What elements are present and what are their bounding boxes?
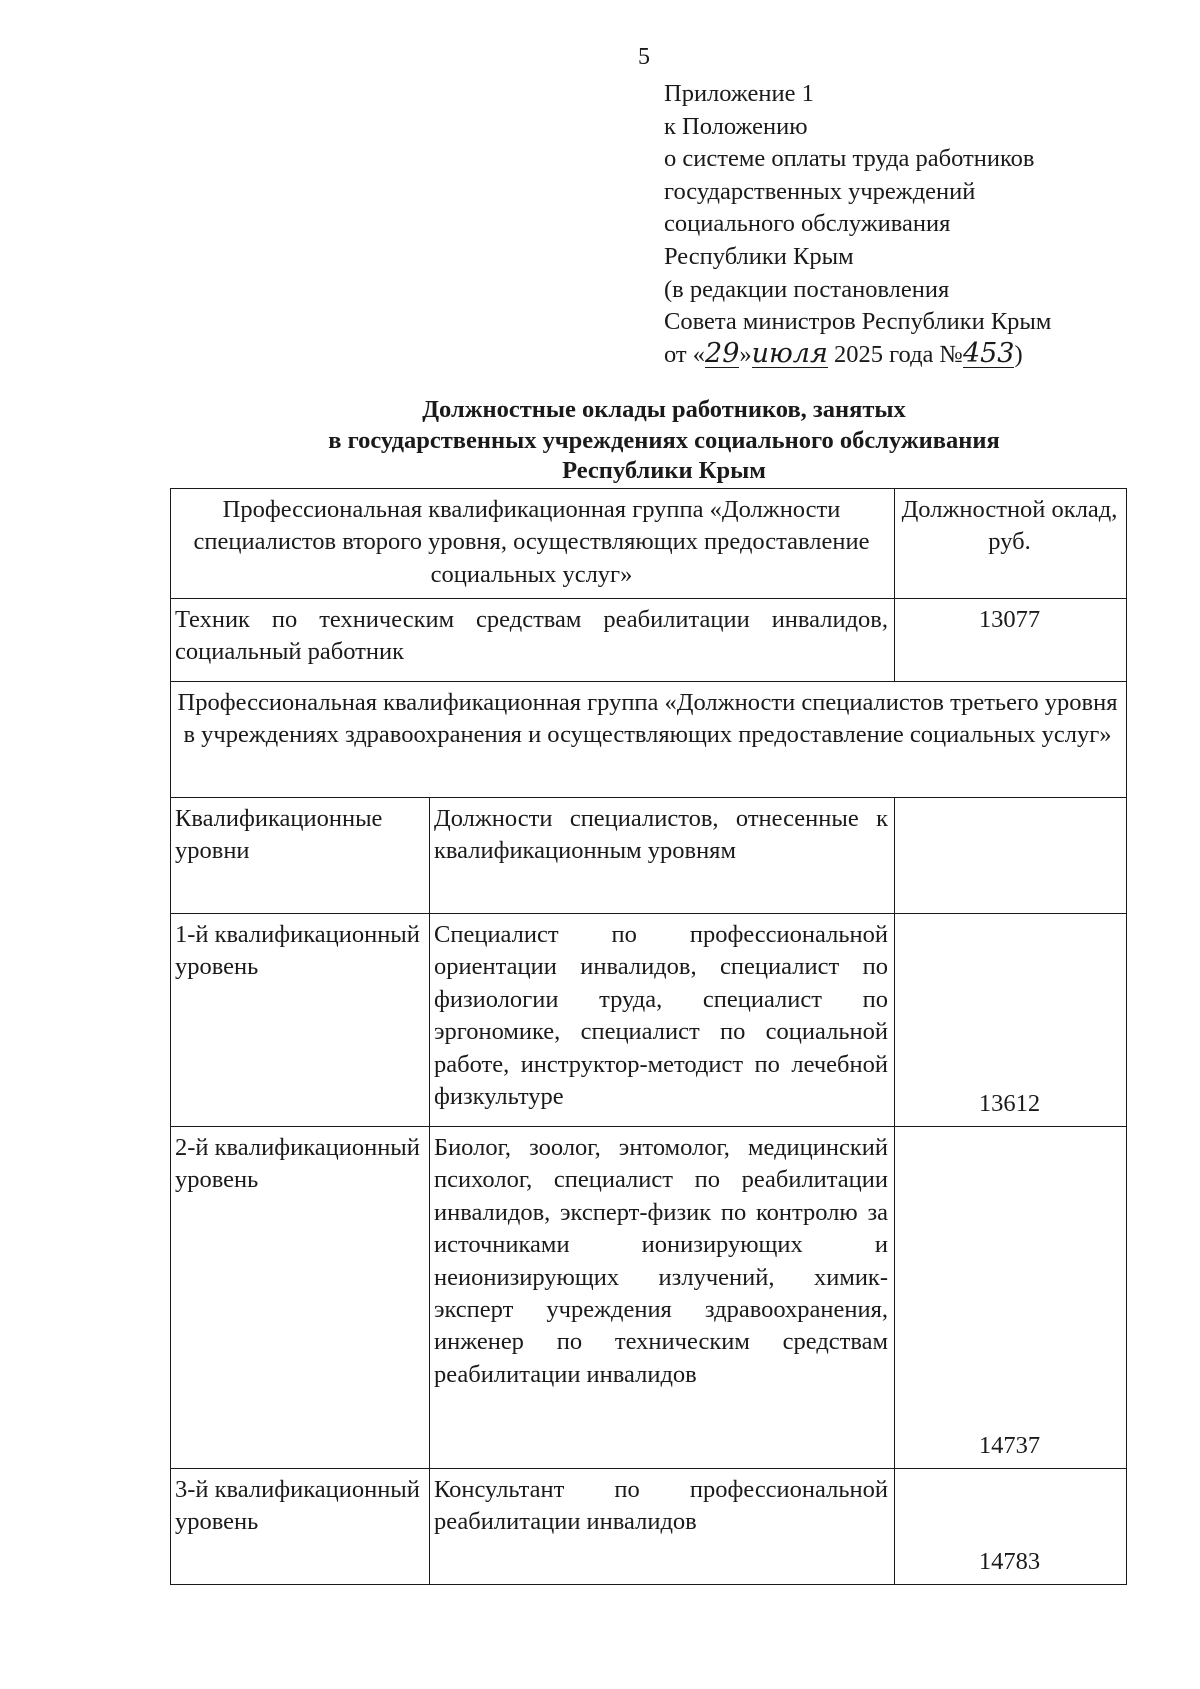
salary-cell: 14737: [895, 1127, 1127, 1469]
group1-positions-cell: Техник по техническим средствам реабилитации инвалидов, социальный работник: [171, 599, 895, 682]
appendix-line: Приложение 1: [664, 80, 814, 107]
appendix-line: о системе оплаты труда работников: [664, 145, 1035, 173]
group2-header: Профессиональная квалификационная группа «Должности специалистов третьего уровня в учреждениях здравоохранения и осуществляющих предоставление социальных услуг»: [171, 682, 1127, 798]
levels-column-header: Квалификационные уровни: [171, 798, 430, 914]
table-row: [171, 798, 1127, 914]
date-prefix: от «: [664, 340, 706, 368]
salary-column-header: Должностной оклад, руб.: [895, 489, 1127, 599]
positions-cell: Биолог, зоолог, энтомолог, медицинский психолог, специалист по реабилитации инвалидов, эксперт-физик по контролю за источниками ионизирующих и неионизирующих излучений, химик-эксперт учреждения здравоохранения, инженер по техническим средствам реабилитации инвалидов: [430, 1127, 895, 1469]
table-row: [171, 682, 1127, 798]
empty-cell: [895, 798, 1127, 914]
level-cell: 2-й квалификационный уровень: [171, 1127, 430, 1469]
salary-cell: 13077: [895, 599, 1127, 682]
positions-cell: Специалист по профессиональной ориентации инвалидов, специалист по физиологии труда, специалист по эргономике, специалист по социальной работе, инструктор-методист по лечебной физкультуре: [430, 914, 895, 1127]
table-row: [171, 1127, 1127, 1469]
table-row: [171, 599, 1127, 682]
appendix-line: социального обслуживания: [664, 210, 951, 238]
appendix-line: государственных учреждений: [664, 177, 976, 205]
appendix-line: Республики Крым: [664, 242, 854, 270]
page-number: 5: [638, 44, 650, 70]
handwritten-day: 29: [705, 337, 740, 369]
handwritten-month: июля: [751, 337, 828, 369]
table-row: [171, 1469, 1127, 1585]
date-suffix: ): [1014, 340, 1023, 368]
group1-header: Профессиональная квалификационная группа «Должности специалистов второго уровня, осуществляющих предоставление социальных услуг»: [171, 489, 895, 599]
salary-cell: 13612: [895, 914, 1127, 1127]
date-year: 2025 года №: [827, 340, 963, 368]
table-row: [171, 489, 1127, 599]
handwritten-number: 453: [962, 337, 1015, 369]
appendix-line: (в редакции постановления: [664, 275, 950, 303]
document-title: [170, 395, 1158, 487]
title-line: в государственных учреждениях социального обслуживания: [328, 426, 1000, 454]
appendix-line: к Положению: [664, 112, 808, 140]
positions-cell: Консультант по профессиональной реабилитации инвалидов: [430, 1469, 895, 1585]
level-cell: 3-й квалификационный уровень: [171, 1469, 430, 1585]
salary-cell: 14783: [895, 1469, 1127, 1585]
appendix-header: [664, 78, 1051, 371]
level-cell: 1-й квалификационный уровень: [171, 914, 430, 1127]
appendix-date-line: [664, 339, 1051, 372]
title-line: Республики Крым: [562, 457, 766, 484]
date-mid: »: [739, 340, 752, 368]
appendix-line: Совета министров Республики Крым: [664, 308, 1052, 336]
salary-table: [170, 488, 1127, 1585]
title-line: Должностные оклады работников, занятых: [422, 396, 906, 423]
table-row: [171, 914, 1127, 1127]
positions-column-header: Должности специалистов, отнесенные к квалификационным уровням: [430, 798, 895, 914]
